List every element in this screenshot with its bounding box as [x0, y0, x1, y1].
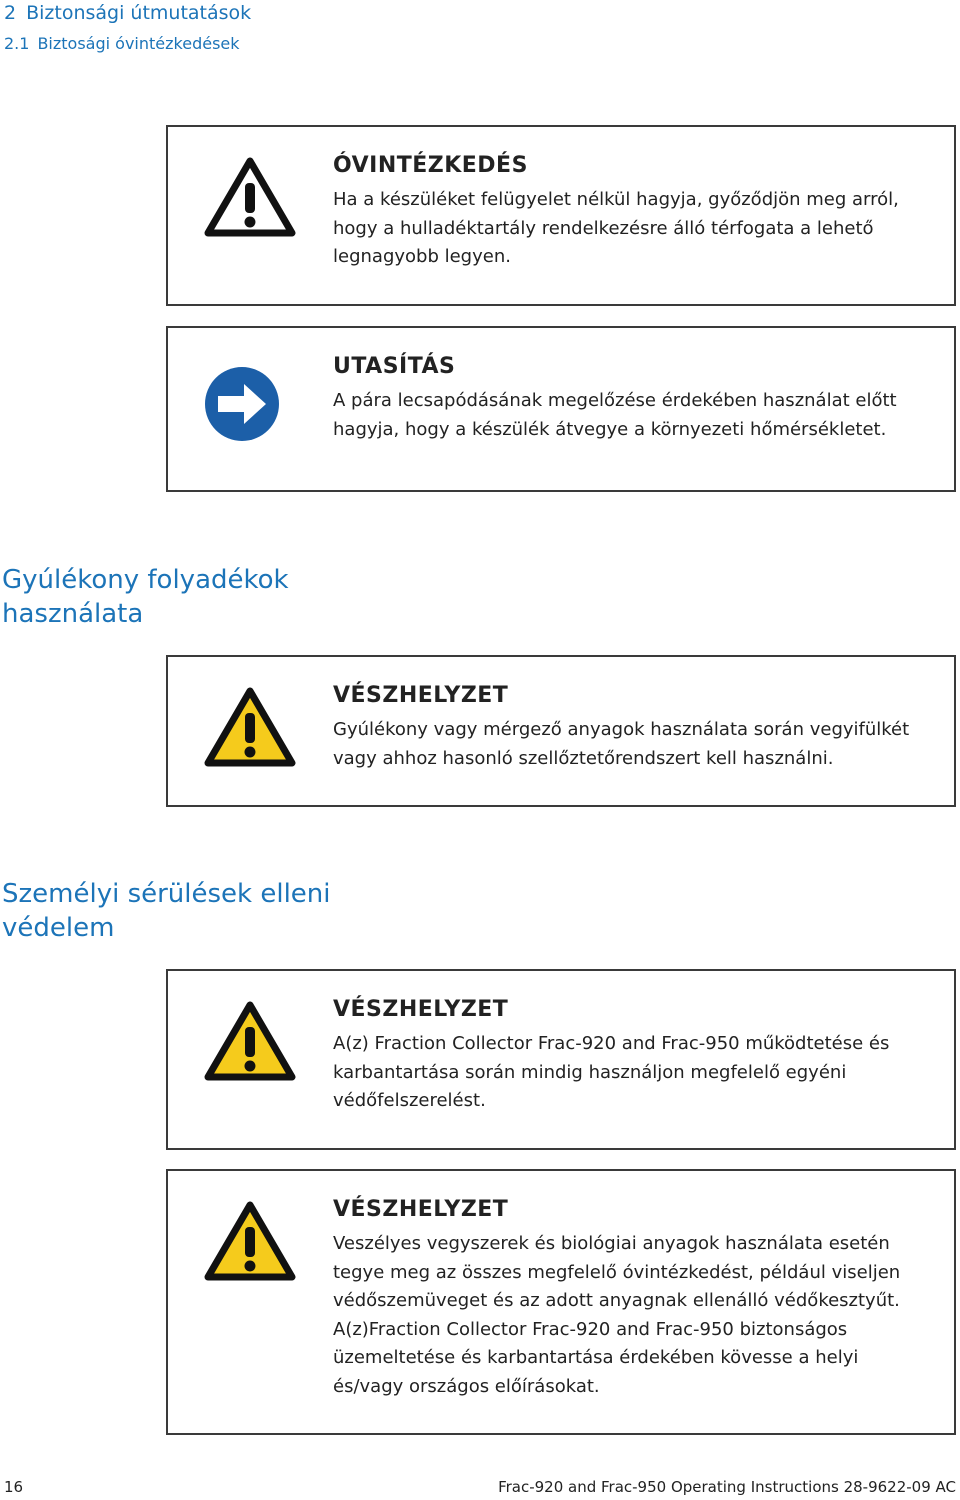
notice-text: Veszélyes vegyszerek és biológiai anyagok használata esetén tegye meg az összes megfelelő óvintézkedést, például viseljen védőszemüveget és az adott anyagnak ellenálló védőkesztyűt. A(z)Fraction Collector Frac-920 and Frac-950 biztonságos üzemeltetése és karbantartása érdekében kövesse a helyi és/vagy országos előírásokat. [333, 1233, 901, 1397]
warning-notice [166, 1169, 956, 1435]
notice-label: VÉSZHELYZET [333, 997, 509, 1022]
instruction-notice [166, 326, 956, 492]
warning-triangle-icon [204, 1001, 296, 1085]
document-title: Frac-920 and Frac-950 Operating Instructions 28-9622-09 AC [498, 1478, 956, 1496]
caution-triangle-icon [204, 157, 296, 241]
caution-notice [166, 125, 956, 306]
section-number: 2.1 [4, 34, 30, 53]
arrow-circle-icon [204, 366, 280, 446]
warning-triangle-icon [204, 687, 296, 771]
warning-notice [166, 655, 956, 807]
notice-text: Gyúlékony vagy mérgező anyagok használata során vegyifülkét vagy ahhoz hasonló szellőztetőrendszert kell használni. [333, 719, 910, 769]
notice-text: A(z) Fraction Collector Frac-920 and Frac-950 működtetése és karbantartása során mindig használjon megfelelő egyéni védőfelszerelést. [333, 1033, 890, 1111]
chapter-heading [4, 2, 251, 24]
warning-triangle-icon [204, 1201, 296, 1285]
notice-text: A pára lecsapódásának megelőzése érdekében használat előtt hagyja, hogy a készülék átvegye a környezeti hőmérsékletet. [333, 390, 897, 440]
flammable-liquids-heading: Gyúlékony folyadékok használata [2, 565, 289, 629]
page-number: 16 [4, 1478, 24, 1496]
notice-label: VÉSZHELYZET [333, 683, 509, 708]
personal-protection-heading: Személyi sérülések elleni védelem [2, 879, 331, 943]
notice-text: Ha a készüléket felügyelet nélkül hagyja, győződjön meg arról, hogy a hulladéktartály rendelkezésre álló térfogata a lehető legnagyobb legyen. [333, 189, 899, 267]
section-heading [4, 34, 240, 53]
notice-label: ÓVINTÉZKEDÉS [333, 153, 528, 178]
notice-label: VÉSZHELYZET [333, 1197, 509, 1222]
section-title: Biztosági óvintézkedések [37, 34, 240, 53]
notice-label: UTASÍTÁS [333, 354, 456, 379]
chapter-number: 2 [4, 2, 17, 24]
chapter-title: Biztonsági útmutatások [26, 2, 252, 24]
warning-notice [166, 969, 956, 1150]
